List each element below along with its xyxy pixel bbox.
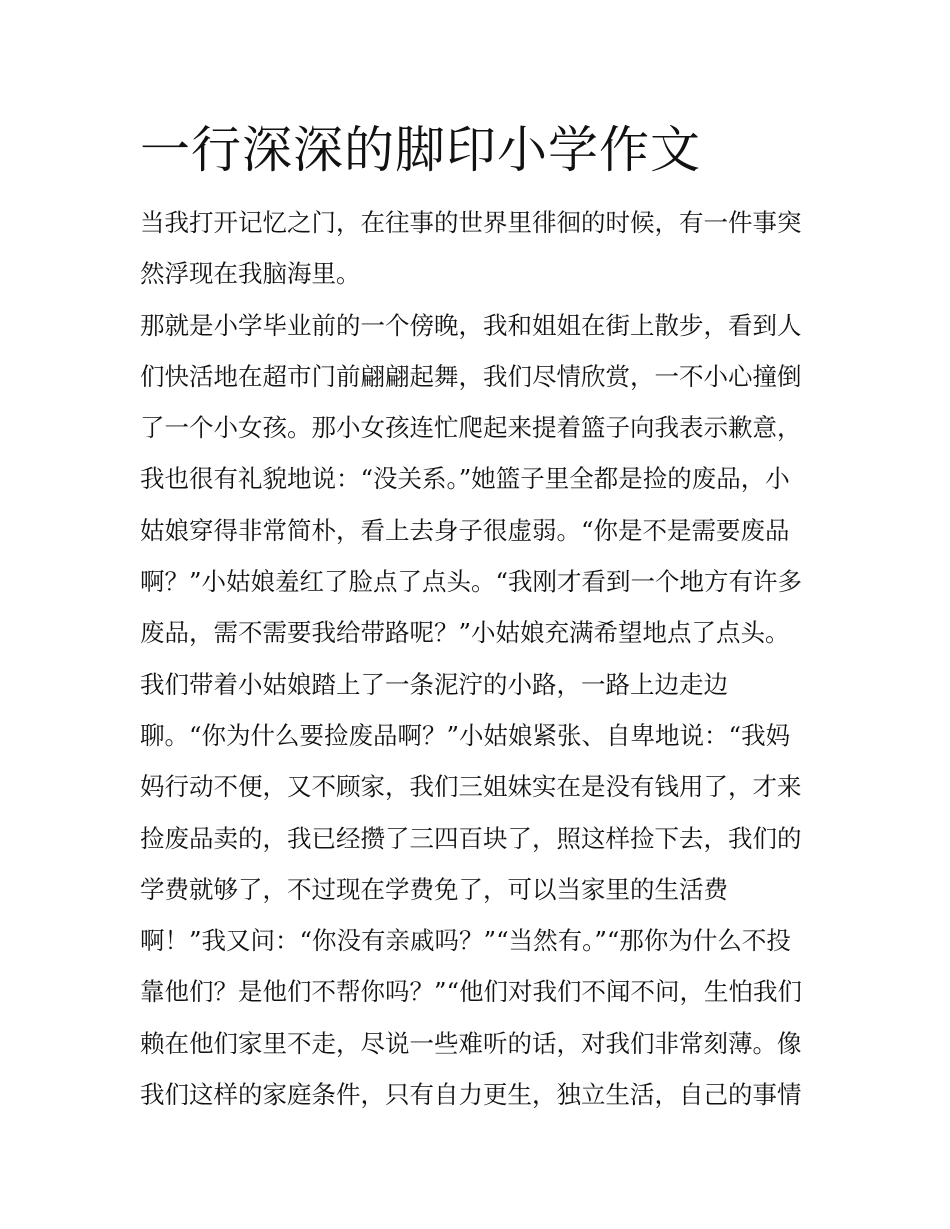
text-line: 那就是小学毕业前的一个傍晚，我和姐姐在街上散步，看到人: [140, 310, 802, 340]
text-line: 捡废品卖的，我已经攒了三四百块了，照这样捡下去，我们的: [140, 823, 802, 853]
text-line: 姑娘穿得非常简朴，看上去身子很虚弱。“你是不是需要废品: [140, 515, 790, 545]
text-line: 当我打开记忆之门，在往事的世界里徘徊的时候，有一件事突: [140, 208, 802, 237]
text-line: 学费就够了，不过现在学费免了，可以当家里的生活费: [140, 874, 728, 904]
text-line: 我们这样的家庭条件，只有自力更生，独立生活，自己的事情: [140, 1080, 802, 1110]
text-line: 我也很有礼貌地说：“没关系。”她篮子里全都是捡的废品，小: [140, 464, 790, 494]
text-line: 妈行动不便，又不顾家，我们三姐妹实在是没有钱用了，才来: [140, 772, 802, 802]
text-line: 啊？”小姑娘羞红了脸点了点头。“我刚才看到一个地方有许多: [140, 567, 803, 597]
text-line: 然浮现在我脑海里。: [140, 259, 361, 289]
text-line: 赖在他们家里不走，尽说一些难听的话，对我们非常刻薄。像: [140, 1028, 802, 1058]
text-line: 靠他们？是他们不帮你吗？”“他们对我们不闻不问，生怕我们: [140, 977, 803, 1007]
text-line: 啊！”我又问：“你没有亲戚吗？”“当然有。”“那你为什么不投: [140, 926, 791, 956]
text-line: 们快活地在超市门前翩翩起舞，我们尽情欣赏，一不小心撞倒: [140, 361, 802, 391]
document-title: 一行深深的脚印小学作文: [140, 121, 701, 179]
text-line: 了一个小女孩。那小女孩连忙爬起来提着篮子向我表示歉意，: [140, 413, 802, 443]
document-body: [140, 197, 815, 1120]
text-line: 我们带着小姑娘踏上了一条泥泞的小路，一路上边走边: [140, 669, 728, 699]
text-line: 聊。“你为什么要捡废品啊？”小姑娘紧张、自卑地说：“我妈: [140, 720, 791, 750]
text-line: 废品，需不需要我给带路呢？”小姑娘充满希望地点了点头。: [140, 618, 790, 648]
